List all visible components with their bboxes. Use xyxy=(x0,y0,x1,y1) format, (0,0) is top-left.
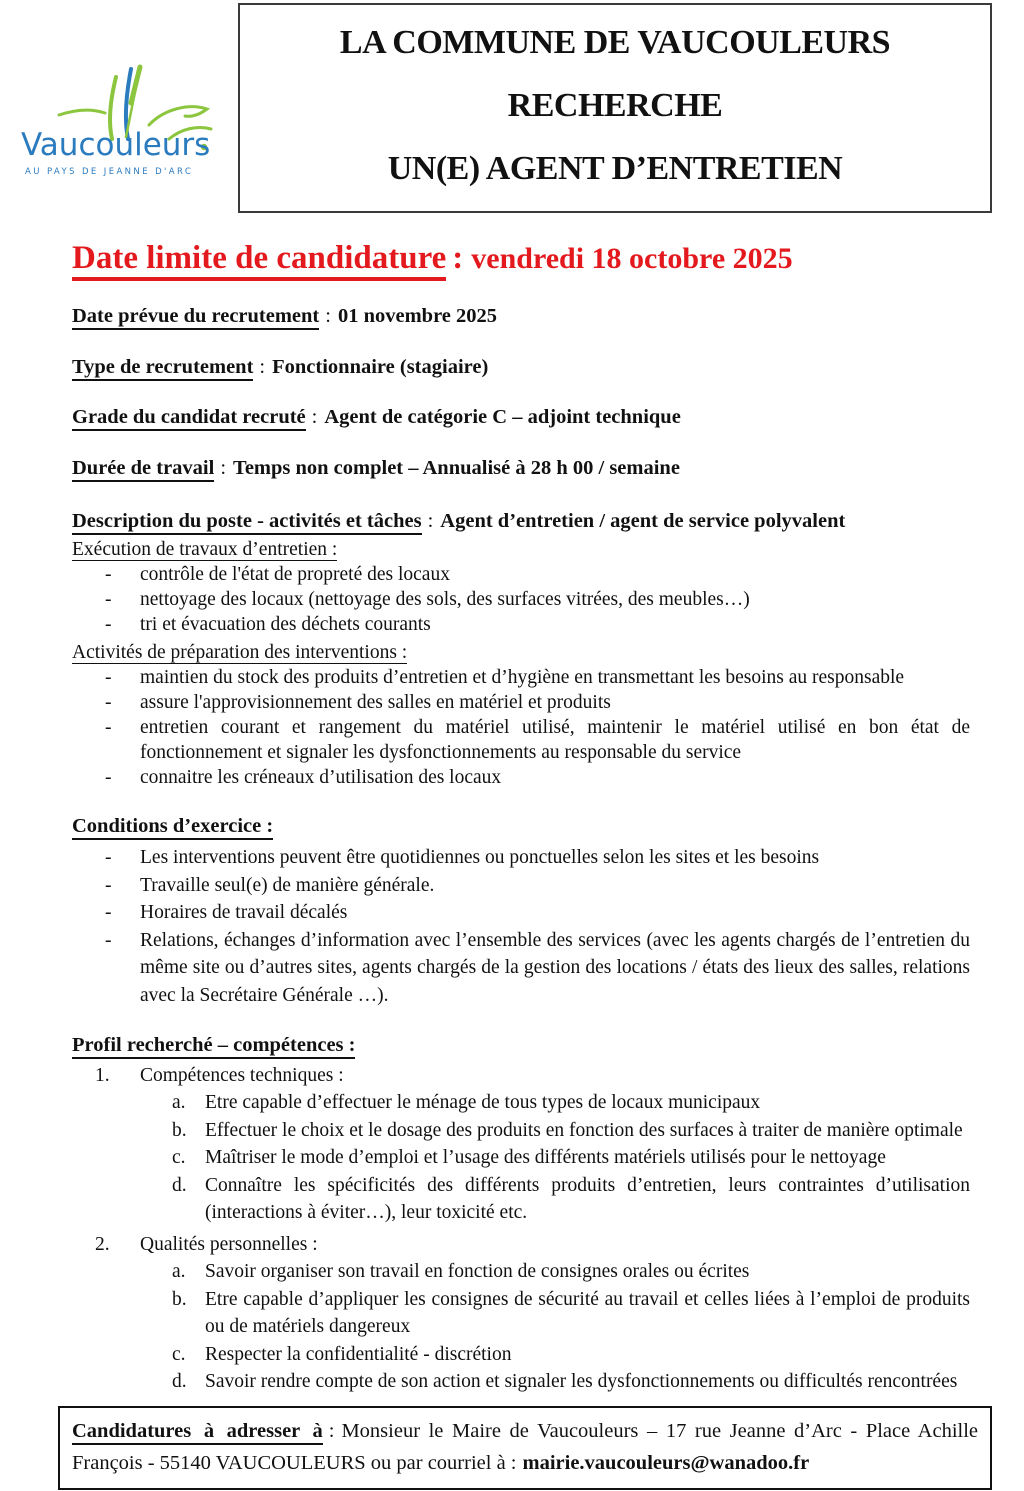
list-item-text: Les interventions peuvent être quotidiennes ou ponctuelles selon les sites et les besoins xyxy=(140,847,820,869)
deadline-value: vendredi 18 octobre 2025 xyxy=(471,242,793,275)
list-item-text: Effectuer le choix et le dosage des produits en fonction des surfaces à traiter de manière optimale xyxy=(205,1119,963,1141)
colon-separator: : xyxy=(325,304,331,327)
list-item-text: Respecter la confidentialité - discrétion xyxy=(205,1343,512,1365)
list-item xyxy=(72,899,970,927)
vaucouleurs-logo xyxy=(0,3,238,213)
list-item xyxy=(72,1368,970,1396)
list-item-text: maintien du stock des produits d’entretien et d’hygiène en transmettant les besoins au responsable xyxy=(140,666,905,688)
list-item-text: Connaître les spécificités des différents produits d’entretien, leurs contraintes d’utilisation (interactions à éviter…), leur toxicité etc. xyxy=(205,1174,970,1224)
list-item-text: Etre capable d’effectuer le ménage de tous types de locaux municipaux xyxy=(205,1092,761,1114)
list-item-text: assure l'approvisionnement des salles en matériel et produits xyxy=(140,691,611,713)
group-title-text: Compétences techniques : xyxy=(140,1064,344,1086)
field-work-duration xyxy=(72,457,970,481)
list-item-text: Maîtriser le mode d’emploi et l’usage des différents matériels utilisés pour le nettoyage xyxy=(205,1147,886,1169)
bullet-dash: - xyxy=(105,766,112,788)
field-value: 01 novembre 2025 xyxy=(337,304,498,327)
bullet-dash: - xyxy=(105,691,112,713)
list-item xyxy=(72,587,970,612)
colon-separator: : xyxy=(427,510,434,533)
main-content xyxy=(0,240,1024,1396)
bullet-dash: - xyxy=(105,902,112,924)
list-item xyxy=(72,1172,970,1227)
title-line-1: LA COMMUNE DE VAUCOULEURS xyxy=(339,24,891,61)
title-box xyxy=(238,3,992,213)
list-item-text: Savoir organiser son travail en fonction de consignes orales ou écrites xyxy=(205,1261,750,1283)
logo-ornaments-icon xyxy=(19,63,219,183)
list-item xyxy=(72,1258,970,1286)
field-value: Agent de catégorie C – adjoint technique xyxy=(324,406,681,429)
list-item-text: tri et évacuation des déchets courants xyxy=(140,613,431,635)
bullet-dash: - xyxy=(105,929,112,951)
colon-separator: : xyxy=(311,406,318,429)
list-letter: b. xyxy=(172,1119,187,1141)
list-item-text: nettoyage des locaux (nettoyage des sols, des surfaces vitrées, des meubles…) xyxy=(140,588,750,610)
bullet-dash: - xyxy=(105,588,112,610)
field-value: Fonctionnaire (stagiaire) xyxy=(272,355,489,378)
list-number: 1. xyxy=(95,1064,110,1086)
list-item-text: Horaires de travail décalés xyxy=(140,902,348,924)
colon-separator: : xyxy=(452,240,464,276)
list-item xyxy=(72,690,970,715)
list-item xyxy=(72,1341,970,1369)
profile-group-1-title xyxy=(72,1062,970,1090)
conditions-list xyxy=(72,844,970,1009)
list-item xyxy=(72,844,970,872)
field-label: Durée de travail xyxy=(72,457,214,482)
list-letter: a. xyxy=(172,1092,186,1114)
list-letter: c. xyxy=(172,1147,186,1169)
bullet-dash: - xyxy=(105,874,112,896)
deadline-heading xyxy=(72,240,970,278)
logo-graphic xyxy=(19,63,219,183)
list-item-text: Etre capable d’appliquer les consignes de sécurité au travail et celles liées à l’emploi de produits ou de matériels dangereux xyxy=(205,1288,970,1338)
list-item xyxy=(72,612,970,637)
section-value: Agent d’entretien / agent de service polyvalent xyxy=(440,510,846,533)
field-label: Type de recrutement xyxy=(72,356,253,381)
list-item xyxy=(72,927,970,1010)
apply-address-box xyxy=(58,1406,992,1490)
field-recruitment-date xyxy=(72,305,970,329)
list-item xyxy=(72,1144,970,1172)
list-letter: c. xyxy=(172,1343,186,1365)
list-item xyxy=(72,715,970,765)
list-item-text: connaitre les créneaux d’utilisation des locaux xyxy=(140,766,502,788)
logo-tagline: AU PAYS DE JEANNE D'ARC xyxy=(25,167,194,177)
list-item-text: contrôle de l'état de propreté des locaux xyxy=(140,563,450,585)
list-item xyxy=(72,1089,970,1117)
field-value: Temps non complet – Annualisé à 28 h 00 / semaine xyxy=(233,456,680,479)
conditions-heading: Conditions d’exercice : xyxy=(72,814,970,839)
subsection-preparation-heading: Activités de préparation des interventions : xyxy=(72,641,408,663)
list-letter: a. xyxy=(172,1261,186,1283)
list-item xyxy=(72,1117,970,1145)
profile-heading: Profil recherché – compétences : xyxy=(72,1033,970,1058)
field-label: Grade du candidat recruté xyxy=(72,406,306,431)
list-item xyxy=(72,665,970,690)
subsection-execution-heading: Exécution de travaux d’entretien : xyxy=(72,538,338,560)
section-label: Description du poste - activités et tâches xyxy=(72,510,422,535)
list-item-text: Savoir rendre compte de son action et signaler les dysfonctionnements ou difficultés rencontrées xyxy=(205,1371,958,1393)
list-item-text: entretien courant et rangement du matériel utilisé, maintenir le matériel utilisé en bon état de fonctionnement et signaler les dysfonctionnements au responsable du service xyxy=(140,716,970,763)
colon-separator: : xyxy=(328,1420,335,1442)
list-letter: d. xyxy=(172,1371,187,1393)
profile-group-2-title xyxy=(72,1231,970,1259)
list-letter: b. xyxy=(172,1288,187,1310)
colon-separator: : xyxy=(259,355,266,378)
logo-wordmark: Vaucouleurs xyxy=(21,127,211,163)
list-item-text: Relations, échanges d’information avec l’ensemble des services (avec les agents chargés de l’entretien du même site ou d’autres sites, agents chargés de la gestion des locations / états des lieux des salles, relations avec la Secrétaire Générale …). xyxy=(140,929,970,1006)
list-item xyxy=(72,765,970,790)
bullet-dash: - xyxy=(105,666,112,688)
bullet-dash: - xyxy=(105,563,112,585)
list-item-text: Travaille seul(e) de manière générale. xyxy=(140,874,435,896)
colon-separator: : xyxy=(220,456,227,479)
field-grade xyxy=(72,406,970,430)
group-title-text: Qualités personnelles : xyxy=(140,1233,318,1255)
deadline-label: Date limite de candidature xyxy=(72,240,446,281)
job-description-heading xyxy=(72,509,970,534)
field-recruitment-type xyxy=(72,356,970,380)
title-line-2: RECHERCHE xyxy=(507,87,723,125)
bullet-dash: - xyxy=(105,716,112,738)
apply-address-text: Monsieur le Maire de Vaucouleurs – 17 rue Jeanne d’Arc - Place Achille François - 55140 VAUCOULEURS ou par courriel à : xyxy=(72,1420,979,1474)
bullet-dash: - xyxy=(105,613,112,635)
list-number: 2. xyxy=(95,1233,110,1255)
bullet-dash: - xyxy=(105,847,112,869)
apply-email: mairie.vaucouleurs@wanadoo.fr xyxy=(522,1452,810,1474)
header xyxy=(0,0,1024,213)
list-item xyxy=(72,562,970,587)
field-label: Date prévue du recrutement xyxy=(72,305,319,330)
list-item xyxy=(72,872,970,900)
list-letter: d. xyxy=(172,1174,187,1196)
title-line-3: UN(E) AGENT D’ENTRETIEN xyxy=(387,150,843,188)
list-item xyxy=(72,1286,970,1341)
apply-label: Candidatures à adresser à xyxy=(72,1420,323,1445)
